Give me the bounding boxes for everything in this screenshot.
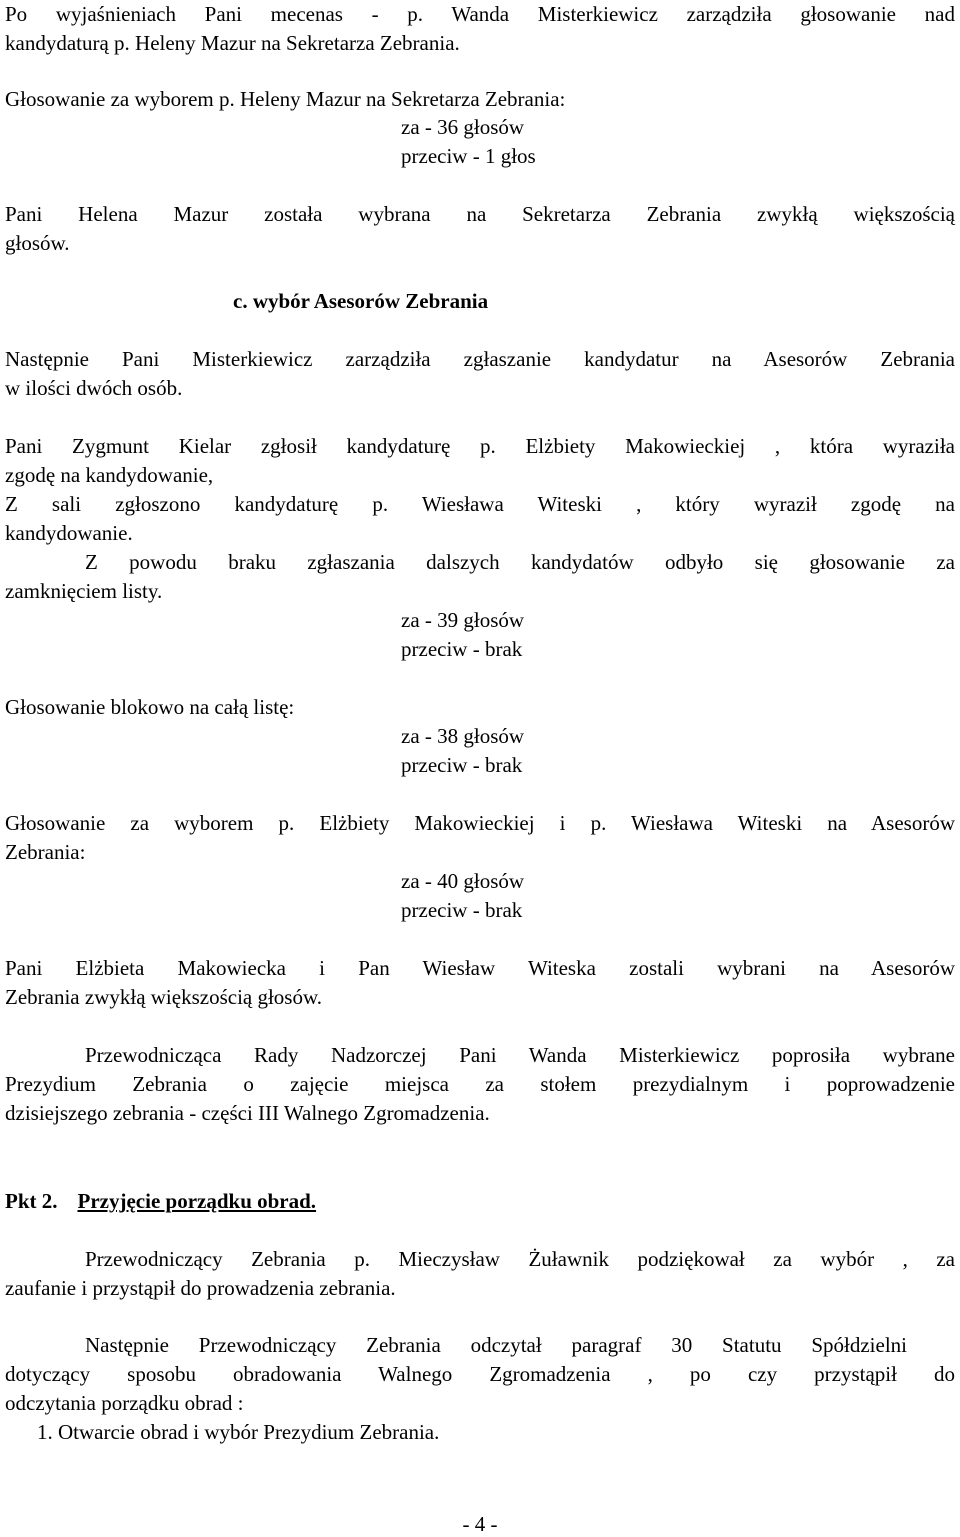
paragraph-line: Z sali zgłoszono kandydaturę p. Wiesława Witeski , który wyraził zgodę na [5,492,955,516]
paragraph-line: Z powodu braku zgłaszania dalszych kandydatów odbyło się głosowanie za [85,550,955,574]
vote-against: przeciw - 1 głos [401,144,536,168]
section-heading: c. wybór Asesorów Zebrania [233,289,489,313]
page-number: - 4 - [462,1512,498,1536]
paragraph-line: Pani Elżbieta Makowiecka i Pan Wiesław Witeska zostali wybrani na Asesorów [5,956,955,980]
vote-against: przeciw - brak [401,637,523,661]
agenda-list-item: 1. Otwarcie obrad i wybór Prezydium Zebrania. [37,1420,440,1444]
vote-heading: Głosowanie blokowo na całą listę: [5,695,295,719]
section-title: Przyjęcie porządku obrad. [77,1189,317,1213]
paragraph-line: odczytania porządku obrad : [5,1391,244,1415]
vote-heading: Głosowanie za wyborem p. Heleny Mazur na Sekretarza Zebrania: [5,87,566,111]
vote-for: za - 40 głosów [401,869,525,893]
vote-against: przeciw - brak [401,898,523,922]
paragraph-line: Następnie Przewodniczący Zebrania odczytał paragraf 30 Statutu Spółdzielni [85,1333,907,1357]
paragraph-line: Pani Helena Mazur została wybrana na Sekretarza Zebrania zwykłą większością [5,202,955,226]
paragraph-line: Prezydium Zebrania o zajęcie miejsca za stołem prezydialnym i poprowadzenie [5,1072,955,1096]
paragraph-line: Pani Zygmunt Kielar zgłosił kandydaturę p. Elżbiety Makowieckiej , która wyraziła [5,434,955,458]
vote-for: za - 39 głosów [401,608,525,632]
section-number: Pkt 2. [5,1189,58,1213]
paragraph-line: kandydowanie. [5,521,133,545]
agenda-section-heading [5,1187,316,1216]
paragraph-line: głosów. [5,231,70,255]
vote-for: za - 36 głosów [401,115,525,139]
paragraph-line: dotyczący sposobu obradowania Walnego Zgromadzenia , po czy przystąpił do [5,1362,955,1386]
paragraph-line: Przewodniczący Zebrania p. Mieczysław Żuławnik podziękował za wybór , za [85,1247,955,1271]
vote-against: przeciw - brak [401,753,523,777]
paragraph-line: dzisiejszego zebrania - części III Walnego Zgromadzenia. [5,1101,490,1125]
paragraph-line: Głosowanie za wyborem p. Elżbiety Makowieckiej i p. Wiesława Witeski na Asesorów [5,811,955,835]
paragraph-line: Następnie Pani Misterkiewicz zarządziła zgłaszanie kandydatur na Asesorów Zebrania [5,347,955,371]
paragraph-line: kandydaturą p. Heleny Mazur na Sekretarza Zebrania. [5,31,460,55]
paragraph-line: Przewodnicząca Rady Nadzorczej Pani Wanda Misterkiewicz poprosiła wybrane [85,1043,955,1067]
paragraph-line: zaufanie i przystąpił do prowadzenia zebrania. [5,1276,396,1300]
paragraph-line: Zebrania: [5,840,86,864]
paragraph-line: Po wyjaśnieniach Pani mecenas - p. Wanda Misterkiewicz zarządziła głosowanie nad [5,2,955,26]
vote-for: za - 38 głosów [401,724,525,748]
paragraph-line: zamknięciem listy. [5,579,163,603]
paragraph-line: zgodę na kandydowanie, [5,463,214,487]
paragraph-line: Zebrania zwykłą większością głosów. [5,985,323,1009]
paragraph-line: w ilości dwóch osób. [5,376,183,400]
